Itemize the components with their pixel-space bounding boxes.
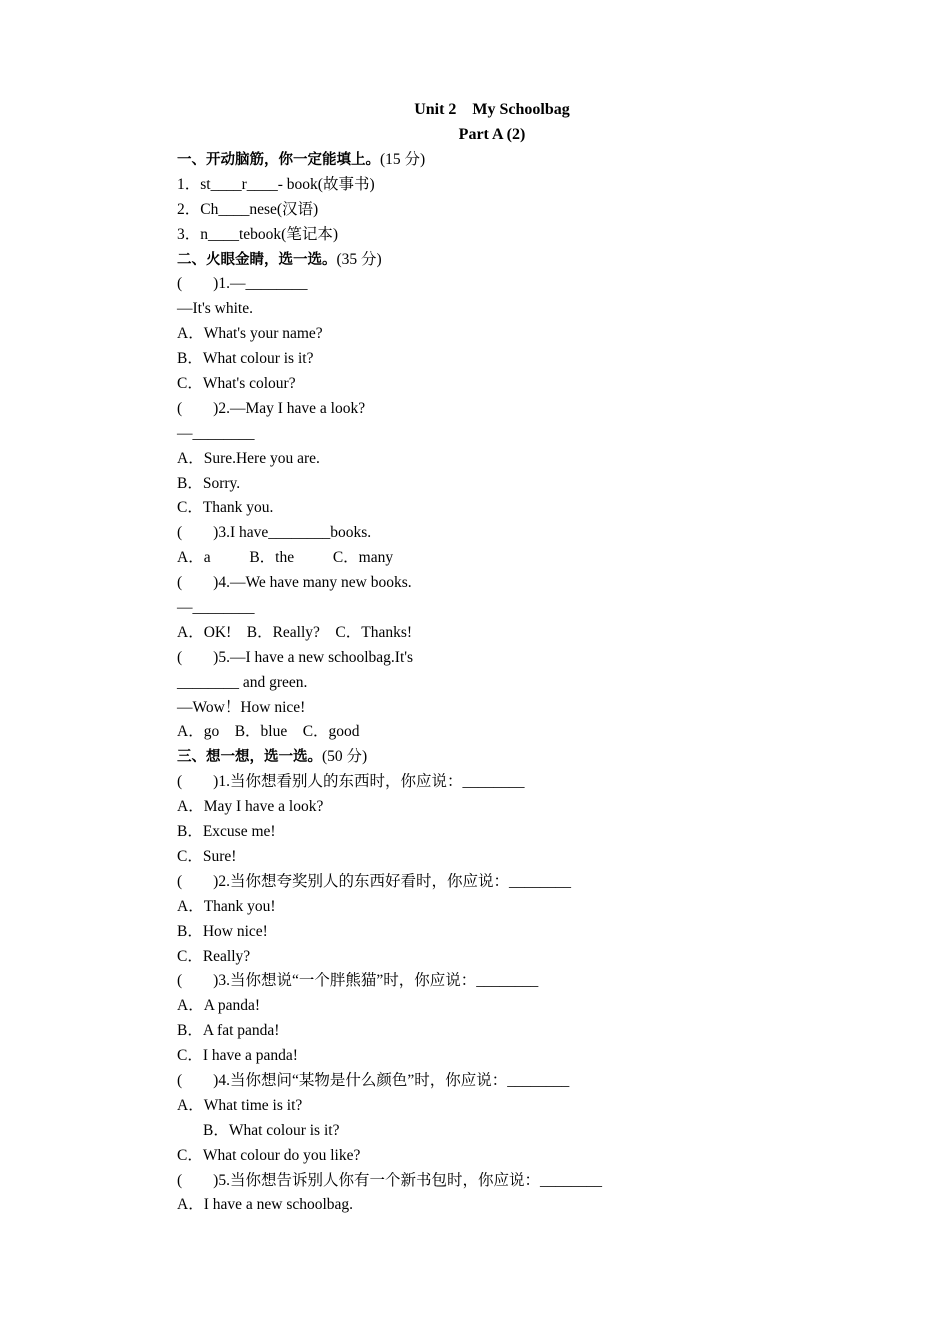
answer-option: C．Sure! <box>177 847 237 865</box>
question-stem: ( )3.当你想说“一个胖熊猫”时，你应说：________ <box>177 972 539 990</box>
answer-option: B．Excuse me! <box>177 823 276 841</box>
question-stem: ( )1.当你想看别人的东西时，你应说：________ <box>177 773 525 791</box>
fill-in-item: 2．Ch____nese(汉语) <box>177 200 319 218</box>
answer-option: B．What colour is it? <box>203 1121 340 1139</box>
dialogue-reply: —It's white. <box>177 300 253 318</box>
answer-option: A．May I have a look? <box>177 798 324 816</box>
answer-options-row: A．OK! B．Really? C．Thanks! <box>177 623 413 641</box>
unit-title: Unit 2 My Schoolbag <box>414 101 570 118</box>
worksheet-body <box>177 150 897 1220</box>
question-stem: ( )5.当你想告诉别人你有一个新书包时，你应说：________ <box>177 1171 602 1189</box>
answer-option: C．I have a panda! <box>177 1047 298 1065</box>
answer-option: B．How nice! <box>177 922 268 940</box>
section-2-score: (35 分) <box>336 250 382 268</box>
dialogue-reply: —Wow！How nice! <box>177 698 306 716</box>
answer-option: C．Thank you. <box>177 499 274 517</box>
question-stem-continued: ________ and green. <box>177 673 308 691</box>
part-subtitle: Part A (2) <box>458 126 526 143</box>
answer-option: A．What time is it? <box>177 1096 303 1114</box>
question-stem: ( )3.I have________books. <box>177 524 372 542</box>
question-stem: ( )5.—I have a new schoolbag.It's <box>177 648 414 666</box>
question-stem: ( )4.—We have many new books. <box>177 574 412 592</box>
question-stem: ( )2.当你想夸奖别人的东西好看时，你应说：________ <box>177 872 571 890</box>
answer-options-row: A．a B．the C．many <box>177 549 394 567</box>
section-2-heading-text: 二、火眼金睛，选一选。 <box>177 251 337 268</box>
question-stem: ( )2.—May I have a look? <box>177 399 366 417</box>
section-2-heading <box>177 250 897 275</box>
answer-option: A．A panda! <box>177 997 261 1015</box>
answer-option: C．Really? <box>177 947 251 965</box>
section-1-heading <box>177 150 897 175</box>
answer-option: B．What colour is it? <box>177 350 314 368</box>
section-1-heading-text: 一、开动脑筋，你一定能填上。 <box>177 152 380 168</box>
section-3-score: (50 分) <box>322 748 368 766</box>
fill-in-item: 1．st____r____- book(故事书) <box>177 175 375 193</box>
answer-option: C．What's colour? <box>177 375 296 393</box>
fill-in-item: 3．n____tebook(笔记本) <box>177 225 339 243</box>
answer-option: A．What's your name? <box>177 325 323 343</box>
section-3-heading <box>177 747 897 772</box>
question-stem: ( )4.当你想问“某物是什么颜色”时，你应说：________ <box>177 1071 570 1089</box>
question-stem: ( )1.—________ <box>177 275 308 293</box>
answer-option: C．What colour do you like? <box>177 1146 361 1164</box>
answer-option: A．I have a new schoolbag. <box>177 1196 354 1214</box>
answer-options-row: A．go B．blue C．good <box>177 723 360 741</box>
dialogue-reply: —________ <box>177 599 255 617</box>
answer-option: A．Sure.Here you are. <box>177 449 320 467</box>
dialogue-reply: —________ <box>177 424 255 442</box>
section-3-heading-text: 三、想一想，选一选。 <box>177 749 322 766</box>
section-1-score: (15 分) <box>380 151 426 168</box>
answer-option: A．Thank you! <box>177 897 276 915</box>
answer-option: B．Sorry. <box>177 474 241 492</box>
answer-option: B．A fat panda! <box>177 1022 280 1040</box>
